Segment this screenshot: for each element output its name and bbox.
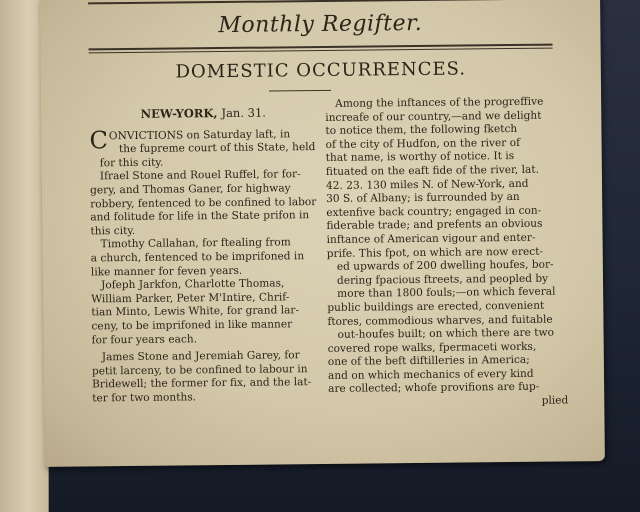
text-line: fituated on the eaft fide of the river, lat. <box>325 163 540 178</box>
text-line: gery, and Thomas Ganer, for highway <box>89 182 291 197</box>
text-line: William Parker, Peter M'Intire, Chrif- <box>91 291 290 306</box>
top-rule <box>88 0 552 4</box>
drop-cap: C <box>89 125 109 155</box>
text-line: James Stone and Jeremiah Garey, for <box>101 349 300 364</box>
text-line: Bridewell; the former for fix, and the lat- <box>92 376 312 391</box>
text-line: out-houfes built; on which there are two <box>337 326 554 341</box>
text-line: the fupreme court of this State, held <box>118 141 316 156</box>
text-line: like manner for feven years. <box>90 264 243 278</box>
text-line: that name, is worthy of notice. It is <box>325 150 515 165</box>
text-line: ed upwards of 200 dwelling houfes, bor- <box>336 258 554 273</box>
text-line: and on which mechanics of every kind <box>327 367 534 382</box>
text-line: ftores, commodious wharves, and fuitable <box>327 313 553 328</box>
text-line: inftance of American vigour and enter- <box>326 231 536 246</box>
text-line: are collected; whofe provifions are fup- <box>328 381 540 396</box>
text-line: plied <box>541 394 569 407</box>
text-line: this city. <box>90 224 136 238</box>
dateline <box>89 106 317 122</box>
text-line: ONVICTIONS on Saturday laft, in <box>108 127 291 142</box>
section-title: DOMESTIC OCCURRENCES. <box>175 58 467 83</box>
text-line: 42. 23. 130 miles N. of New-York, and <box>325 177 529 192</box>
text-line: covered rope walks, fpermaceti works, <box>327 340 537 355</box>
text-line: fiderable trade; and prefents an obvious <box>326 218 543 233</box>
dateline-date: Jan. 31. <box>221 105 266 121</box>
text-line: more than 1800 fouls;—on which feveral <box>337 285 556 301</box>
text-line: for this city. <box>99 156 164 170</box>
text-line: of the city of Hudfon, on the river of <box>325 136 521 151</box>
text-line: prife. This fpot, on which are now erect- <box>326 245 544 260</box>
newspaper-page <box>40 0 605 467</box>
text-line: Among the inftances of the progreffive <box>335 95 544 110</box>
text-line: one of the beft diftilleries in America; <box>327 354 530 369</box>
text-line: ceny, to be imprifoned in like manner <box>91 318 293 333</box>
left-column <box>89 106 320 406</box>
text-line: increafe of our country,—and we delight <box>325 109 542 124</box>
text-line: a church, fentenced to be imprifoned in <box>90 250 305 265</box>
text-line: and folitude for life in the State prifon in <box>90 209 310 224</box>
text-line: robbery, fentenced to be confined to labor <box>90 195 317 210</box>
text-line: Ifrael Stone and Rouel Ruffel, for for- <box>99 168 301 183</box>
text-line: ter for two months. <box>92 391 197 405</box>
text-line: tian Minto, Lewis White, for grand lar- <box>91 304 300 319</box>
text-line: to notice them, the following fketch <box>325 123 518 138</box>
section-rule <box>269 90 331 92</box>
text-line: Timothy Callahan, for ftealing from <box>100 236 291 251</box>
right-column <box>325 95 568 410</box>
text-line: Jofeph Jarkfon, Charlotte Thomas, <box>100 277 285 292</box>
text-line: 30 S. of Albany; is furrounded by an <box>326 191 520 206</box>
dateline-place: NEW-YORK, <box>140 106 218 121</box>
text-line: petit larceny, to be confined to labour in <box>91 362 308 378</box>
text-line: dering fpacious ftreets, and peopled by <box>336 272 549 287</box>
text-line: for four years each. <box>91 332 198 346</box>
page-header: Monthly Regifter. <box>218 10 423 39</box>
text-line: extenfive back country; engaged in con- <box>326 204 542 219</box>
text-line: public buildings are erected, convenient <box>327 299 545 314</box>
